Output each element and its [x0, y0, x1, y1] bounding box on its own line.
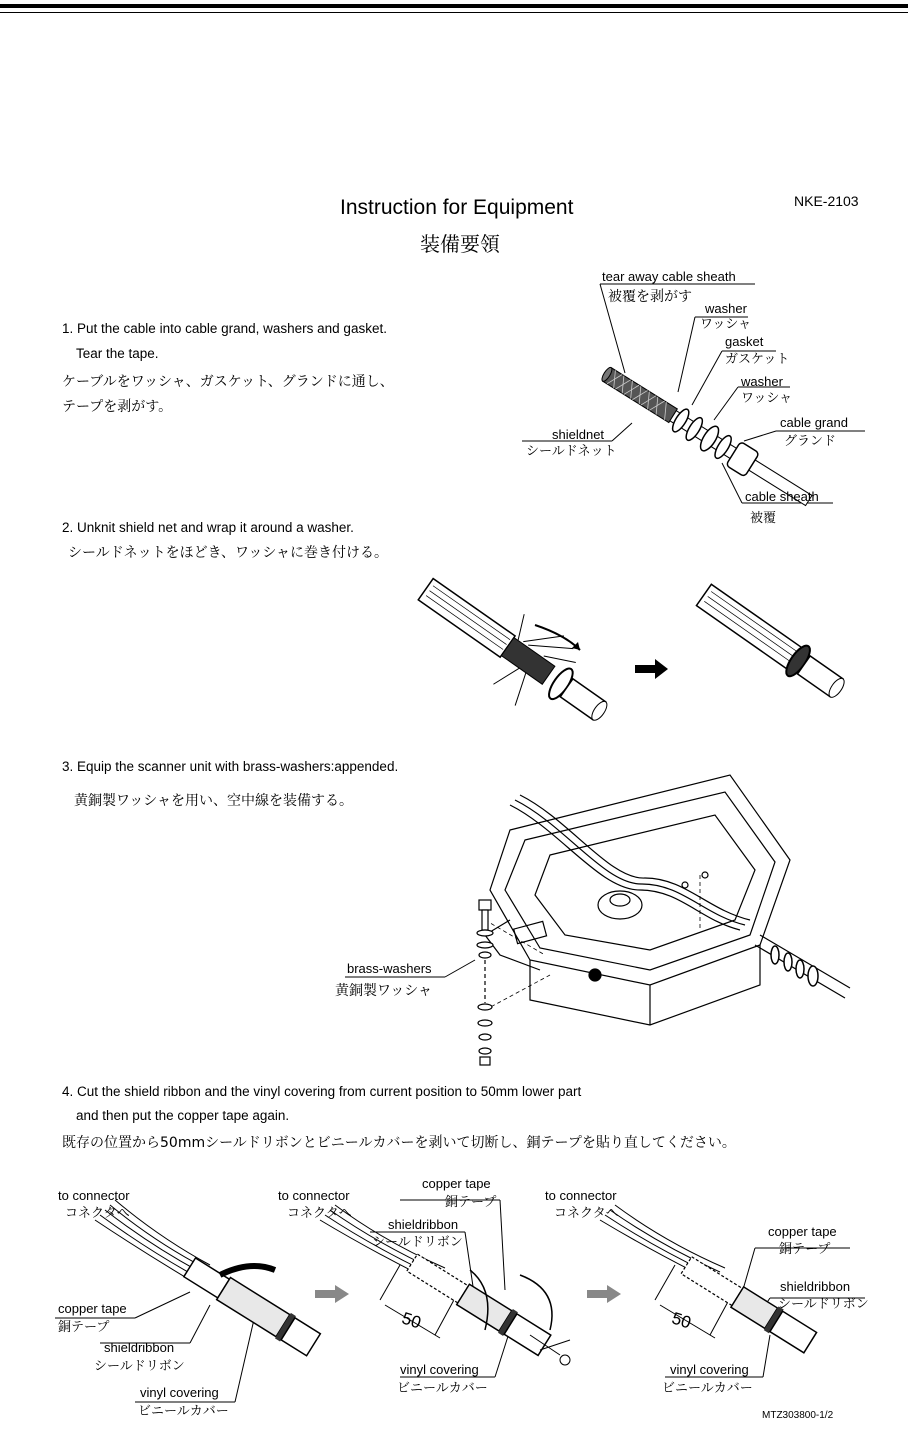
label-brass-washers-jp: 黄銅製ワッシャ	[335, 983, 433, 999]
fig1-copper-tape: copper tape	[58, 1301, 127, 1316]
fig3-to-connector: to connector	[545, 1188, 617, 1203]
fig3-to-connector-jp: コネクタへ	[554, 1206, 619, 1221]
step1-jp-line2: テープを剥がす。	[62, 399, 173, 415]
fig1-vinyl-covering-jp: ビニールカバー	[138, 1404, 229, 1419]
label-washer-1-jp: ワッシャ	[700, 317, 752, 332]
fig3-dimension: 50	[669, 1308, 694, 1333]
fig2-vinyl-covering: vinyl covering	[400, 1362, 479, 1377]
fig1-to-connector-jp: コネクタへ	[65, 1206, 130, 1221]
fig2-to-connector: to connector	[278, 1188, 350, 1203]
label-tear-away: tear away cable sheath	[602, 269, 736, 284]
label-brass-washers: brass-washers	[347, 961, 432, 976]
step1-text-line2: Tear the tape.	[76, 346, 159, 361]
fig3-vinyl-covering-jp: ビニールカバー	[662, 1381, 753, 1396]
fig2-shieldribbon-jp: シールドリボン	[372, 1235, 463, 1250]
fig3-copper-tape: copper tape	[768, 1224, 837, 1239]
fig1-copper-tape-jp: 銅テープ	[58, 1320, 110, 1335]
step4-text-line1: 4. Cut the shield ribbon and the vinyl covering from current position to 50mm lower part	[62, 1084, 582, 1099]
fig2-to-connector-jp: コネクタへ	[287, 1206, 352, 1221]
step3-text: 3. Equip the scanner unit with brass-washers:appended.	[62, 759, 399, 774]
fig3-shieldribbon: shieldribbon	[780, 1279, 851, 1294]
label-cable-sheath: cable sheath	[745, 489, 819, 504]
page-title-jp: 装備要領	[420, 232, 500, 256]
right-arrow-icon	[635, 659, 668, 679]
page-title: Instruction for Equipment	[340, 196, 574, 219]
fig2-copper-tape-jp: 銅テープ	[445, 1195, 497, 1210]
fig3-copper-tape-jp: 銅テープ	[779, 1242, 831, 1257]
step1-jp-line1: ケーブルをワッシャ、ガスケット、グランドに通し、	[62, 374, 394, 390]
label-washer-2-jp: ワッシャ	[741, 391, 793, 406]
fig1-shieldribbon-jp: シールドリボン	[94, 1359, 185, 1374]
top-rule-thin	[0, 12, 908, 13]
fig2-vinyl-covering-jp: ビニールカバー	[397, 1381, 488, 1396]
fig2-shieldribbon: shieldribbon	[388, 1217, 459, 1232]
doc-code: NKE-2103	[794, 193, 859, 209]
label-tear-away-jp: 被覆を剥がす	[608, 289, 692, 305]
fig3-shieldribbon-jp: シールドリボン	[778, 1297, 869, 1312]
label-shieldnet: shieldnet	[552, 427, 605, 442]
step2-jp: シールドネットをほどき、ワッシャに巻き付ける。	[68, 545, 389, 561]
step2-unknit-figure	[400, 580, 860, 720]
step4-jp: 既存の位置から50mmシールドリボンとビニールカバーを剥いて切断し、銅テープを貼り直してください。	[62, 1135, 736, 1151]
label-cable-grand-jp: グランド	[784, 434, 837, 449]
step3-scanner-figure	[470, 770, 860, 1070]
label-washer-2: washer	[741, 374, 783, 389]
label-gasket-jp: ガスケット	[725, 352, 790, 367]
step3-jp: 黄銅製ワッシャを用い、空中線を装備する。	[74, 793, 354, 809]
label-shieldnet-jp: シールドネット	[526, 444, 617, 459]
step2-text: 2. Unknit shield net and wrap it around a washer.	[62, 520, 354, 535]
step4-text-line2: and then put the copper tape again.	[76, 1108, 290, 1123]
label-washer-1: washer	[705, 301, 747, 316]
fig2-copper-tape: copper tape	[422, 1176, 491, 1191]
label-gasket: gasket	[725, 334, 764, 349]
fig3-vinyl-covering: vinyl covering	[670, 1362, 749, 1377]
page-code: MTZ303800-1/2	[762, 1410, 834, 1421]
label-cable-sheath-jp: 被覆	[750, 511, 777, 526]
step1-cable-figure	[500, 265, 880, 535]
step1-text-line1: 1. Put the cable into cable grand, washers and gasket.	[62, 321, 387, 336]
fig1-to-connector: to connector	[58, 1188, 130, 1203]
fig1-vinyl-covering: vinyl covering	[140, 1385, 219, 1400]
fig2-dimension: 50	[399, 1308, 424, 1333]
top-rule-thick	[0, 4, 908, 8]
label-cable-grand: cable grand	[780, 415, 848, 430]
fig1-shieldribbon: shieldribbon	[104, 1340, 175, 1355]
